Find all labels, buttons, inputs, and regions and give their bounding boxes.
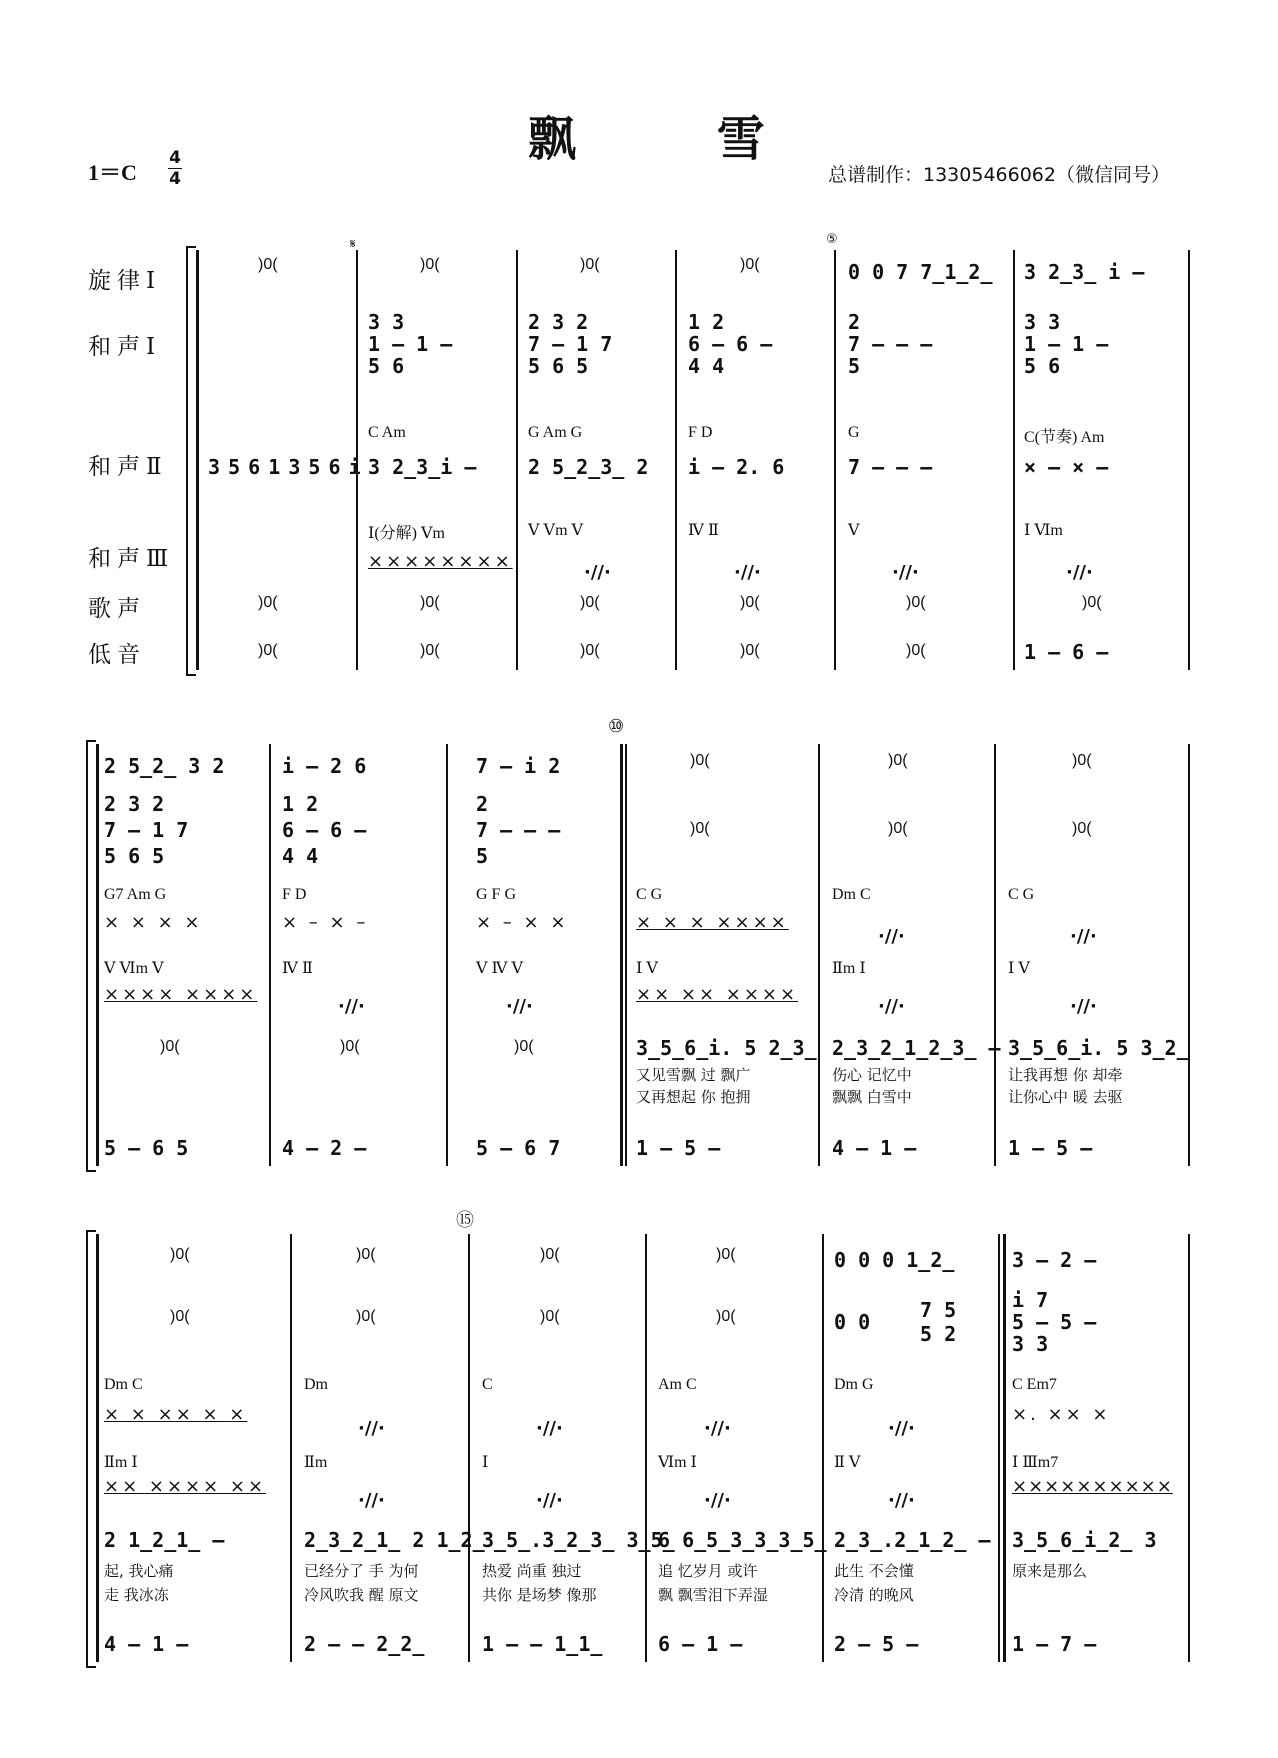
barline: [822, 1234, 824, 1662]
chord-symbols: G: [848, 424, 860, 441]
bass-notes: 1 – 7 –: [1012, 1632, 1097, 1656]
rest-marker: )0(: [888, 752, 908, 769]
chord-symbols: G7 Am G: [104, 886, 167, 903]
roman-numerals: Ⅰ Ⅴ: [1008, 960, 1030, 977]
chord-symbols: Am C: [658, 1376, 697, 1393]
credit-line: 总谱制作：13305466062（微信同号）: [828, 164, 1170, 186]
harmony1-bot: 4 4: [282, 844, 319, 868]
harmony1-top: 7 5: [920, 1298, 957, 1322]
rhythm-pattern: ×× ×××× ××: [104, 1476, 267, 1497]
chord-symbols: Dm C: [104, 1376, 143, 1393]
rest-marker: )0(: [740, 642, 760, 659]
lyrics-verse2: 飘 飘雪泪下弄湿: [658, 1586, 768, 1604]
rest-marker: )0(: [580, 594, 600, 611]
harmony1-bot: 5 6 5: [104, 844, 165, 868]
lyrics-verse2: 又再想起 你 抱拥: [636, 1088, 751, 1106]
harmony1-top: 1 2: [688, 310, 725, 334]
rest-marker: )0(: [420, 642, 440, 659]
bass-notes: 1 – 5 –: [1008, 1136, 1093, 1160]
harmony1-top: 3 3: [1024, 310, 1061, 334]
rest-marker: )0(: [888, 820, 908, 837]
barline: [446, 744, 448, 1166]
simile-mark: ·//·: [506, 996, 533, 1017]
melody-notes: 0 0 7 7̲1̲2̲: [848, 260, 993, 284]
harmony1-mid: 7 – 1 7: [104, 818, 189, 842]
barline: [1013, 250, 1015, 670]
chord-symbols: C G: [636, 886, 663, 903]
vocal-notes: 2̲3̲2̲1̲ 2 1̲2̲: [304, 1528, 485, 1552]
chord-symbols: F D: [282, 886, 307, 903]
chord-symbols: C(节奏) Am: [1024, 429, 1105, 446]
harmony1-bot: 5: [476, 844, 489, 868]
chord-symbols: C Am: [368, 424, 406, 441]
rest-marker: )0(: [170, 1246, 190, 1263]
simile-mark: ·//·: [704, 1418, 731, 1439]
barline: [290, 1234, 292, 1662]
harmony1-bot: 5 6: [1024, 354, 1061, 378]
simile-mark: ·//·: [888, 1418, 915, 1439]
vocal-notes: 3̲5̲6̲i. 5 2̲3̲: [636, 1036, 817, 1060]
harmony1-mid: 7 – – –: [848, 332, 933, 356]
rest-marker: )0(: [258, 642, 278, 659]
rest-marker: )0(: [356, 1246, 376, 1263]
barline: [994, 744, 996, 1166]
rest-marker: )0(: [540, 1308, 560, 1325]
roman-numerals: Ⅰ(分解) Ⅴm: [368, 525, 445, 542]
simile-mark: ·//·: [338, 996, 365, 1017]
bass-notes: 2 – 5 –: [834, 1632, 919, 1656]
chord-symbols: C: [482, 1376, 493, 1393]
simile-mark: ·//·: [536, 1418, 563, 1439]
time-signature-top: 4: [169, 148, 181, 168]
melody-notes: 2 5̲2̲ 3 2: [104, 754, 225, 778]
lyrics-verse1: 已经分了 手 为何: [304, 1562, 419, 1580]
rehearsal-mark-5: ⑤: [826, 232, 838, 247]
repeat-end-bar: [1003, 1234, 1006, 1662]
harmony1-top: 1 2: [282, 792, 319, 816]
rest-marker: )0(: [340, 1038, 360, 1055]
rest-marker: )0(: [580, 256, 600, 273]
simile-mark: ·//·: [1070, 926, 1097, 947]
lyrics-verse1: 热爱 尚重 独过: [482, 1562, 582, 1580]
harmony2-intro: 3 5 6 1 3 5 6 i: [208, 455, 359, 479]
melody-notes: i – 2 6: [282, 754, 367, 778]
rest-marker: )0(: [906, 594, 926, 611]
rest-marker: )0(: [690, 820, 710, 837]
vocal-notes: 2̲3̲.2̲1̲2̲ –: [834, 1528, 991, 1552]
rest-marker: )0(: [160, 1038, 180, 1055]
rest-marker: )0(: [740, 256, 760, 273]
lyrics-verse2: 飘飘 白雪中: [832, 1088, 912, 1106]
barline: [645, 1234, 647, 1662]
rest-marker: )0(: [170, 1308, 190, 1325]
harmony1-top: 2 3 2: [104, 792, 165, 816]
harmony1-top: 3 3: [368, 310, 405, 334]
rest-marker: )0(: [740, 594, 760, 611]
rhythm-pattern: ××××××××: [368, 551, 513, 572]
roman-numerals: Ⅴ Ⅴm Ⅴ: [528, 522, 584, 539]
rhythm-pattern: × – × ×: [476, 912, 569, 933]
roman-numerals: Ⅰ Ⅴ: [636, 960, 658, 977]
rest-marker: )0(: [540, 1246, 560, 1263]
vocal-notes: 3̲5̲.3̲2̲3̲ 3̲5̲: [482, 1528, 675, 1552]
simile-mark: ·//·: [734, 562, 761, 583]
harmony1-mid: 5 – 5 –: [1012, 1310, 1097, 1334]
bass-notes: 4 – 2 –: [282, 1136, 367, 1160]
simile-mark: ·//·: [878, 996, 905, 1017]
rest-marker: )0(: [1082, 594, 1102, 611]
chord-symbols: G Am G: [528, 424, 583, 441]
roman-numerals: Ⅰ: [482, 1454, 489, 1471]
roman-numerals: Ⅵm Ⅰ: [658, 1454, 697, 1471]
roman-numerals: Ⅴ: [848, 522, 860, 539]
label-harmony1: 和声Ⅰ: [88, 334, 162, 360]
harmony1-bot: 3 3: [1012, 1332, 1049, 1356]
vocal-notes: 2̲3̲2̲1̲2̲3̲ –: [832, 1036, 1001, 1060]
melody-notes: 0 0 0 1̲2̲: [834, 1248, 955, 1272]
bass-notes: 5 – 6 7: [476, 1136, 561, 1160]
harmony1-mid: 1 – 1 –: [1024, 332, 1109, 356]
harmony1-bot: 5: [848, 354, 861, 378]
chord-symbols: C Em7: [1012, 1376, 1057, 1393]
lyrics-verse1: 伤心 记忆中: [832, 1066, 912, 1084]
key-signature: 1＝C: [88, 160, 137, 185]
barline: [516, 250, 518, 670]
rest-marker: )0(: [716, 1246, 736, 1263]
system-1-start-bar: [196, 250, 199, 670]
melody-notes: 7 – i 2: [476, 754, 561, 778]
simile-mark: ·//·: [584, 562, 611, 583]
roman-numerals: Ⅱ Ⅴ: [834, 1454, 861, 1471]
system-3-brace: [86, 1230, 96, 1668]
time-signature-bottom: 4: [169, 169, 181, 189]
roman-numerals: Ⅴ Ⅵm Ⅴ: [104, 960, 164, 977]
harmony2-notes: × – × –: [1024, 455, 1109, 479]
bass-notes: 6 – 1 –: [658, 1632, 743, 1656]
rest-marker: )0(: [258, 594, 278, 611]
barline: [269, 744, 271, 1166]
lyrics-verse1: 让我再想 你 却牵: [1008, 1066, 1123, 1084]
lyrics-verse2: 冷清 的晚风: [834, 1586, 914, 1604]
bass-notes: 1 – 6 –: [1024, 640, 1109, 664]
chord-symbols: C G: [1008, 886, 1035, 903]
bass-notes: 1 – – 1̲1̲: [482, 1632, 603, 1656]
repeat-start-bar: [625, 744, 627, 1166]
harmony2-notes: 2 5̲2̲3̲ 2: [528, 455, 649, 479]
rest-marker: )0(: [356, 1308, 376, 1325]
melody-notes: 3 2̲3̲ i –: [1024, 260, 1145, 284]
bass-notes: 2 – – 2̲2̲: [304, 1632, 425, 1656]
rest-marker: )0(: [514, 1038, 534, 1055]
melody-notes: 3 – 2 –: [1012, 1248, 1097, 1272]
roman-numerals: Ⅰ Ⅵm: [1024, 522, 1063, 539]
harmony1-mid: 1 – 1 –: [368, 332, 453, 356]
rest-marker: )0(: [716, 1308, 736, 1325]
rest-marker: )0(: [420, 594, 440, 611]
system-3-start-bar: [96, 1234, 99, 1662]
harmony2-notes: 7 – – –: [848, 455, 933, 479]
rest-marker: )0(: [420, 256, 440, 273]
system-2-brace: [86, 740, 96, 1172]
barline: [675, 250, 677, 670]
rehearsal-mark-15: ⑮: [456, 1210, 474, 1231]
harmony1-mid: 7 – 1 7: [528, 332, 613, 356]
harmony1-mid: 7 – – –: [476, 818, 561, 842]
label-vocal: 歌声: [88, 596, 146, 622]
barline: [1188, 1234, 1190, 1662]
label-bass: 低音: [88, 642, 146, 668]
roman-numerals: Ⅱm Ⅰ: [104, 1454, 138, 1471]
barline: [1188, 250, 1190, 670]
repeat-end-bar: [998, 1234, 1000, 1662]
barline: [1188, 744, 1190, 1166]
simile-mark: ·//·: [704, 1490, 731, 1511]
harmony2-notes: 3 2̲3̲i –: [368, 455, 477, 479]
label-melody1: 旋律Ⅰ: [88, 268, 162, 294]
roman-numerals: Ⅰ Ⅲm7: [1012, 1454, 1059, 1471]
vocal-notes: 2 1̲2̲1̲ –: [104, 1528, 225, 1552]
rest-marker: )0(: [690, 752, 710, 769]
rest-marker: )0(: [580, 642, 600, 659]
roman-numerals: Ⅱm Ⅰ: [832, 960, 866, 977]
rest-marker: )0(: [258, 256, 278, 273]
chord-symbols: F D: [688, 424, 713, 441]
rhythm-pattern: × × ×× × ×: [104, 1404, 248, 1425]
lyrics-verse1: 又见雪飘 过 飘广: [636, 1066, 751, 1084]
simile-mark: ·//·: [888, 1490, 915, 1511]
bass-notes: 1 – 5 –: [636, 1136, 721, 1160]
harmony1-bot: 5 2: [920, 1322, 957, 1346]
rhythm-pattern: ××××××××××: [1012, 1476, 1173, 1497]
harmony1-bot: 5 6 5: [528, 354, 589, 378]
lyrics-verse2: 冷风吹我 醒 原文: [304, 1586, 419, 1604]
roman-numerals: Ⅳ Ⅱ: [282, 960, 313, 977]
harmony1-mid: 6 – 6 –: [282, 818, 367, 842]
vocal-notes: 3̲5̲6̲i. 5 3̲2̲: [1008, 1036, 1189, 1060]
barline: [468, 1234, 470, 1662]
segno-mark: 𝄋: [350, 237, 356, 252]
simile-mark: ·//·: [878, 926, 905, 947]
simile-mark: ·//·: [358, 1418, 385, 1439]
chord-symbols: Dm C: [832, 886, 871, 903]
roman-numerals: Ⅴ Ⅳ Ⅴ: [476, 960, 524, 977]
rehearsal-mark-10: ⑩: [608, 716, 625, 737]
lyrics-verse2: 走 我冰冻: [104, 1586, 169, 1604]
simile-mark: ·//·: [892, 562, 919, 583]
chord-symbols: G F G: [476, 886, 517, 903]
harmony1-bot: 4 4: [688, 354, 725, 378]
chord-symbols: Dm: [304, 1376, 328, 1393]
lyrics-verse2: 共你 是场梦 像那: [482, 1586, 597, 1604]
harmony1-bot: 5 6: [368, 354, 405, 378]
rest-marker: )0(: [906, 642, 926, 659]
rhythm-pattern: ×× ×× ××××: [636, 984, 799, 1005]
lyrics-verse1: 原来是那么: [1012, 1562, 1088, 1580]
rhythm-pattern: ×××× ××××: [104, 984, 258, 1005]
lyrics-verse1: 起, 我心痛: [104, 1562, 174, 1580]
simile-mark: ·//·: [536, 1490, 563, 1511]
barline: [834, 250, 836, 670]
system-1-brace: [186, 246, 196, 676]
repeat-start-bar: [620, 744, 623, 1166]
score-title: 飘 雪: [528, 111, 827, 167]
lyrics-verse1: 此生 不会懂: [834, 1562, 914, 1580]
rhythm-pattern: ×. ×× ×: [1012, 1404, 1111, 1425]
bass-notes: 4 – 1 –: [104, 1632, 189, 1656]
label-harmony2: 和声Ⅱ: [88, 454, 168, 480]
harmony1-top: 2 3 2: [528, 310, 589, 334]
bass-notes: 4 – 1 –: [832, 1136, 917, 1160]
simile-mark: ·//·: [358, 1490, 385, 1511]
rest-marker: )0(: [1072, 820, 1092, 837]
roman-numerals: Ⅳ Ⅱ: [688, 522, 719, 539]
harmony1-rest: 0 0: [834, 1310, 871, 1334]
lyrics-verse1: 追 忆岁月 或许: [658, 1562, 758, 1580]
lyrics-verse2: 让你心中 暖 去驱: [1008, 1088, 1123, 1106]
rhythm-pattern: × – × –: [282, 912, 369, 933]
roman-numerals: Ⅱm: [304, 1454, 328, 1471]
rhythm-pattern: × × × ××××: [636, 912, 789, 933]
harmony1-top: 2: [848, 310, 861, 334]
chord-symbols: Dm G: [834, 1376, 874, 1393]
harmony1-top: 2: [476, 792, 489, 816]
simile-mark: ·//·: [1066, 562, 1093, 583]
barline: [818, 744, 820, 1166]
time-signature: [168, 148, 182, 189]
system-2-start-bar: [96, 744, 99, 1166]
harmony2-notes: i – 2. 6: [688, 455, 785, 479]
harmony1-top: i 7: [1012, 1288, 1049, 1312]
harmony1-mid: 6 – 6 –: [688, 332, 773, 356]
bass-notes: 5 – 6 5: [104, 1136, 189, 1160]
label-harmony3: 和声Ⅲ: [88, 546, 175, 572]
vocal-notes: 3̲5̲6̲i̲2̲ 3: [1012, 1528, 1157, 1552]
vocal-notes: 6 6̲5̲3̲3̲3̲5̲: [658, 1528, 827, 1552]
rhythm-pattern: × × × ×: [104, 912, 203, 933]
simile-mark: ·//·: [1070, 996, 1097, 1017]
rest-marker: )0(: [1072, 752, 1092, 769]
